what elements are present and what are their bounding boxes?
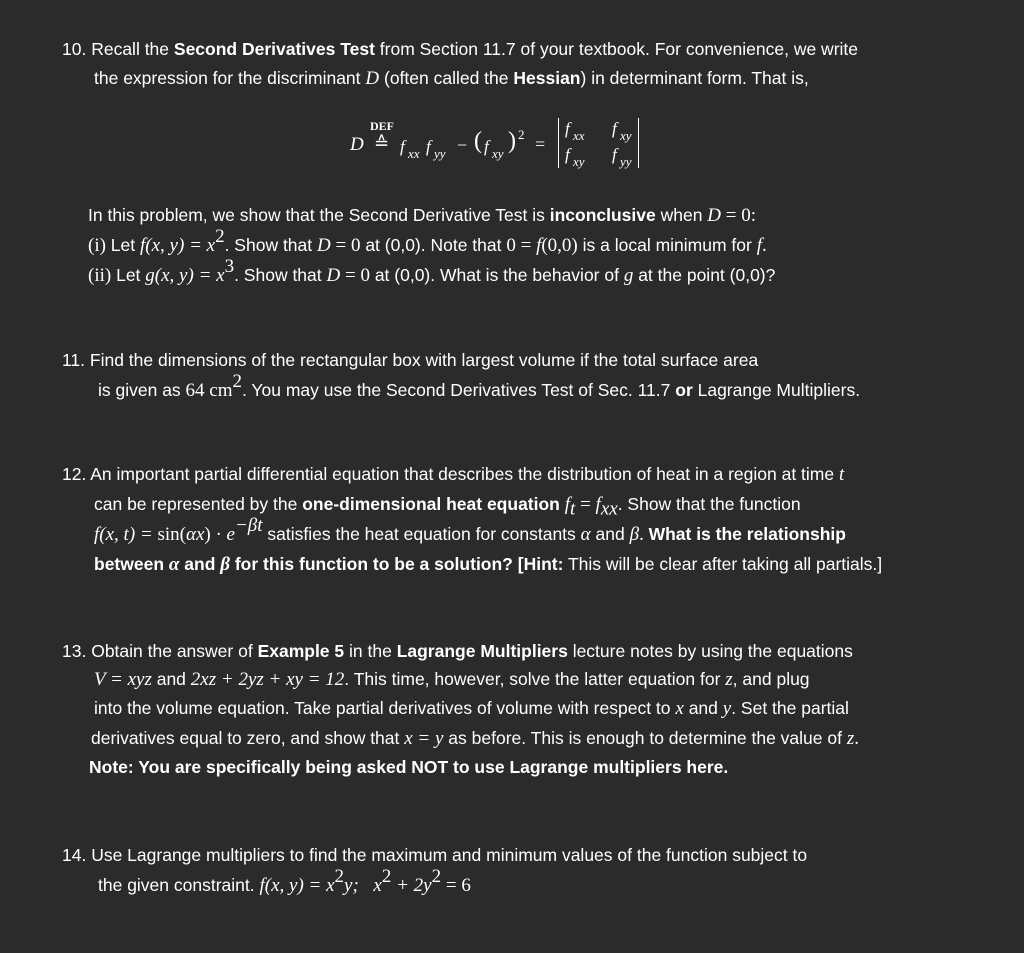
problem-13-line-4 [91, 724, 859, 753]
math-constraint-eq: 2xz + 2yz + xy = 12 [190, 669, 345, 690]
problem-10-number: 10. [62, 39, 87, 59]
problem-12-number: 12. [62, 464, 87, 484]
problem-10-line-1 [62, 35, 858, 64]
or-term: or [675, 380, 693, 400]
text: for this function to be a solution? [ [229, 554, 524, 574]
text: . Show that the function [617, 494, 801, 514]
math-t: t [838, 464, 845, 485]
math-f-xt: f(x, t) = [94, 524, 158, 545]
text: the expression for the discriminant [94, 68, 366, 88]
math-f: f [564, 494, 571, 515]
sub-xx: xx [408, 146, 420, 161]
math-close-dot: ) · [204, 524, 227, 545]
text: when [655, 205, 708, 225]
formula-D: D [350, 134, 364, 155]
math-eq-zero: = 0 [340, 265, 370, 286]
text: and [179, 554, 221, 574]
matrix-sub-xy: xy [620, 128, 632, 143]
matrix-f-xy: f [612, 119, 617, 138]
paren-close: ) [508, 128, 516, 154]
text: . You may use the Second Derivatives Test of Sec. 11.7 [242, 380, 676, 400]
math-eq-zero: = 0: [721, 205, 757, 226]
text: into the volume equation. Take partial derivatives of volume with respect to [94, 698, 676, 718]
matrix-f-xy-2: f [565, 145, 570, 164]
problem-13-line-1 [62, 637, 853, 666]
part-i-label: (i) [88, 235, 106, 256]
matrix-f-yy: f [612, 145, 617, 164]
math-volume-eq: V = xyz [94, 669, 152, 690]
def-equal-symbol: ≙ [374, 133, 390, 153]
text: . This time, however, solve the latter equation for [344, 669, 726, 689]
f-yy: f [426, 137, 431, 156]
text: Recall the [91, 39, 174, 59]
math-g: g [623, 265, 634, 286]
math-f: f [536, 235, 542, 256]
text: at (0,0). Note that [360, 235, 507, 255]
text: In this problem, we show that the Second Derivative Test is [88, 205, 550, 225]
text: . Show that [234, 265, 327, 285]
problem-10-part-i [88, 226, 767, 260]
math-64-cm: 64 cm [185, 380, 233, 401]
second-derivatives-test-term: Second Derivatives Test [173, 39, 375, 59]
text: Lagrange Multipliers. [692, 380, 861, 400]
problem-14-number: 14. [62, 845, 87, 865]
math-beta: β [629, 524, 640, 545]
text: This will be clear after taking all partials.] [563, 554, 883, 574]
subscript-t: t [570, 498, 576, 520]
math-alpha: α [580, 524, 591, 545]
text: the given constraint. [98, 875, 260, 895]
matrix-sub-yy: yy [620, 154, 632, 169]
text: An important partial differential equation that describes the distribution of heat in a region at time [90, 464, 839, 484]
determinant-bar-left [558, 118, 559, 168]
problem-10-intro [88, 201, 756, 230]
matrix-sub-xy-2: xy [573, 154, 585, 169]
hint-label: Hint: [523, 554, 564, 574]
problem-13-line-5 [89, 753, 728, 782]
problem-10-line-2 [94, 64, 809, 93]
problem-10-part-ii [88, 256, 776, 290]
math-g-xy: g(x, y) [145, 265, 194, 286]
problem-12-line-2 [94, 490, 801, 519]
f-xy: f [484, 137, 489, 156]
text: , and plug [732, 669, 810, 689]
text: satisfies the heat equation for constants [262, 524, 581, 544]
text: . Set the partial [731, 698, 849, 718]
math-function-y: y; [344, 875, 359, 896]
text: can be represented by the [94, 494, 303, 514]
problem-13-line-3 [94, 694, 849, 723]
text: and [590, 524, 630, 544]
problem-11-line-1 [62, 346, 758, 375]
text: as before. This is enough to determine the value of [443, 728, 847, 748]
exponent: 3 [224, 256, 235, 278]
problem-14-line-2 [98, 866, 471, 900]
math-f: f [595, 494, 601, 515]
text: . Show that [224, 235, 317, 255]
text: Let [105, 235, 140, 255]
exponent: 2 [334, 866, 345, 888]
sub-yy: yy [434, 146, 446, 161]
problem-12-line-1 [62, 460, 844, 489]
math-constraint-x: x [373, 875, 382, 896]
problem-13-line-2 [94, 665, 810, 694]
note-text: Note: You are specifically being asked NOT to use Lagrange multipliers here. [89, 757, 729, 777]
math-eq: = [575, 494, 596, 515]
exponent: 2 [381, 866, 392, 888]
math-eq-six: = 6 [441, 875, 471, 896]
math-constraint-y: + 2y [391, 875, 432, 896]
text: lecture notes by using the equations [567, 641, 853, 661]
problem-12-line-3 [94, 515, 846, 549]
exponent: 2 [215, 226, 225, 248]
text: from Section 11.7 of your textbook. For convenience, we write [374, 39, 859, 59]
text: (often called the [379, 68, 514, 88]
math-alpha: α [168, 554, 180, 575]
math-function: f(x, y) = x [259, 875, 335, 896]
exponent-beta-t: −βt [234, 515, 263, 537]
lagrange-multipliers-term: Lagrange Multipliers [396, 641, 568, 661]
determinant-bar-right [638, 118, 639, 168]
math-point: (0,0) [541, 235, 578, 256]
problem-12-line-4 [94, 550, 882, 579]
discriminant-formula [346, 112, 686, 176]
math-D: D [317, 235, 331, 256]
inconclusive-term: inconclusive [549, 205, 656, 225]
f-xx: f [400, 137, 405, 156]
math-D: D [326, 265, 341, 286]
math-sin: sin( [157, 524, 186, 545]
matrix-sub-xx: xx [573, 128, 585, 143]
text: and [683, 698, 723, 718]
paren-open: ( [474, 128, 482, 154]
text: in the [344, 641, 397, 661]
text: derivatives equal to zero, and show that [91, 728, 405, 748]
math-e: e [226, 524, 235, 545]
math-f: f [756, 235, 762, 256]
def-label: DEF [370, 119, 394, 133]
subscript-xx: xx [600, 498, 618, 520]
period: . [854, 728, 859, 749]
math-x: x [675, 698, 684, 719]
relationship-question: What is the relationship [648, 524, 846, 544]
text: is given as [98, 380, 186, 400]
problem-13-number: 13. [62, 641, 87, 661]
math-eq-x: = x [184, 235, 216, 256]
math-y: y [722, 698, 732, 719]
math-zero-eq: 0 = [506, 235, 537, 256]
text: between [94, 554, 169, 574]
hessian-term: Hessian [513, 68, 581, 88]
square-exponent: 2 [518, 127, 525, 142]
sub-xy: xy [492, 146, 504, 161]
text: Obtain the answer of [91, 641, 258, 661]
math-alpha-x: αx [185, 524, 205, 545]
example-5-term: Example 5 [257, 641, 345, 661]
text: and [151, 669, 191, 689]
text: Use Lagrange multipliers to find the maximum and minimum values of the function subject to [91, 845, 808, 865]
text: is a local minimum for [577, 235, 757, 255]
text: ) in determinant form. That is, [580, 68, 809, 88]
math-D: D [365, 68, 380, 89]
math-x-eq-y: x = y [404, 728, 444, 749]
math-eq-x: = x [193, 265, 225, 286]
period: . [761, 235, 767, 256]
math-beta: β [220, 554, 230, 575]
text: at the point (0,0)? [633, 265, 776, 285]
text: Let [111, 265, 146, 285]
text: Find the dimensions of the rectangular box with largest volume if the total surface area [89, 350, 759, 370]
problem-11-number: 11. [62, 350, 86, 370]
math-f-xy: f(x, y) [140, 235, 185, 256]
part-ii-label: (ii) [88, 265, 112, 286]
problem-11-line-2 [98, 371, 861, 405]
text: at (0,0). What is the behavior of [369, 265, 624, 285]
exponent: 2 [431, 866, 442, 888]
math-z: z [725, 669, 733, 690]
equals-sign: = [535, 134, 546, 154]
period: . [639, 524, 649, 545]
math-eq-zero: = 0 [330, 235, 361, 256]
heat-equation-term: one-dimensional heat equation [302, 494, 560, 514]
math-z: z [846, 728, 855, 749]
matrix-f-xx: f [565, 119, 570, 138]
math-D: D [707, 205, 722, 226]
exponent: 2 [232, 371, 243, 393]
minus-sign: − [457, 135, 468, 155]
